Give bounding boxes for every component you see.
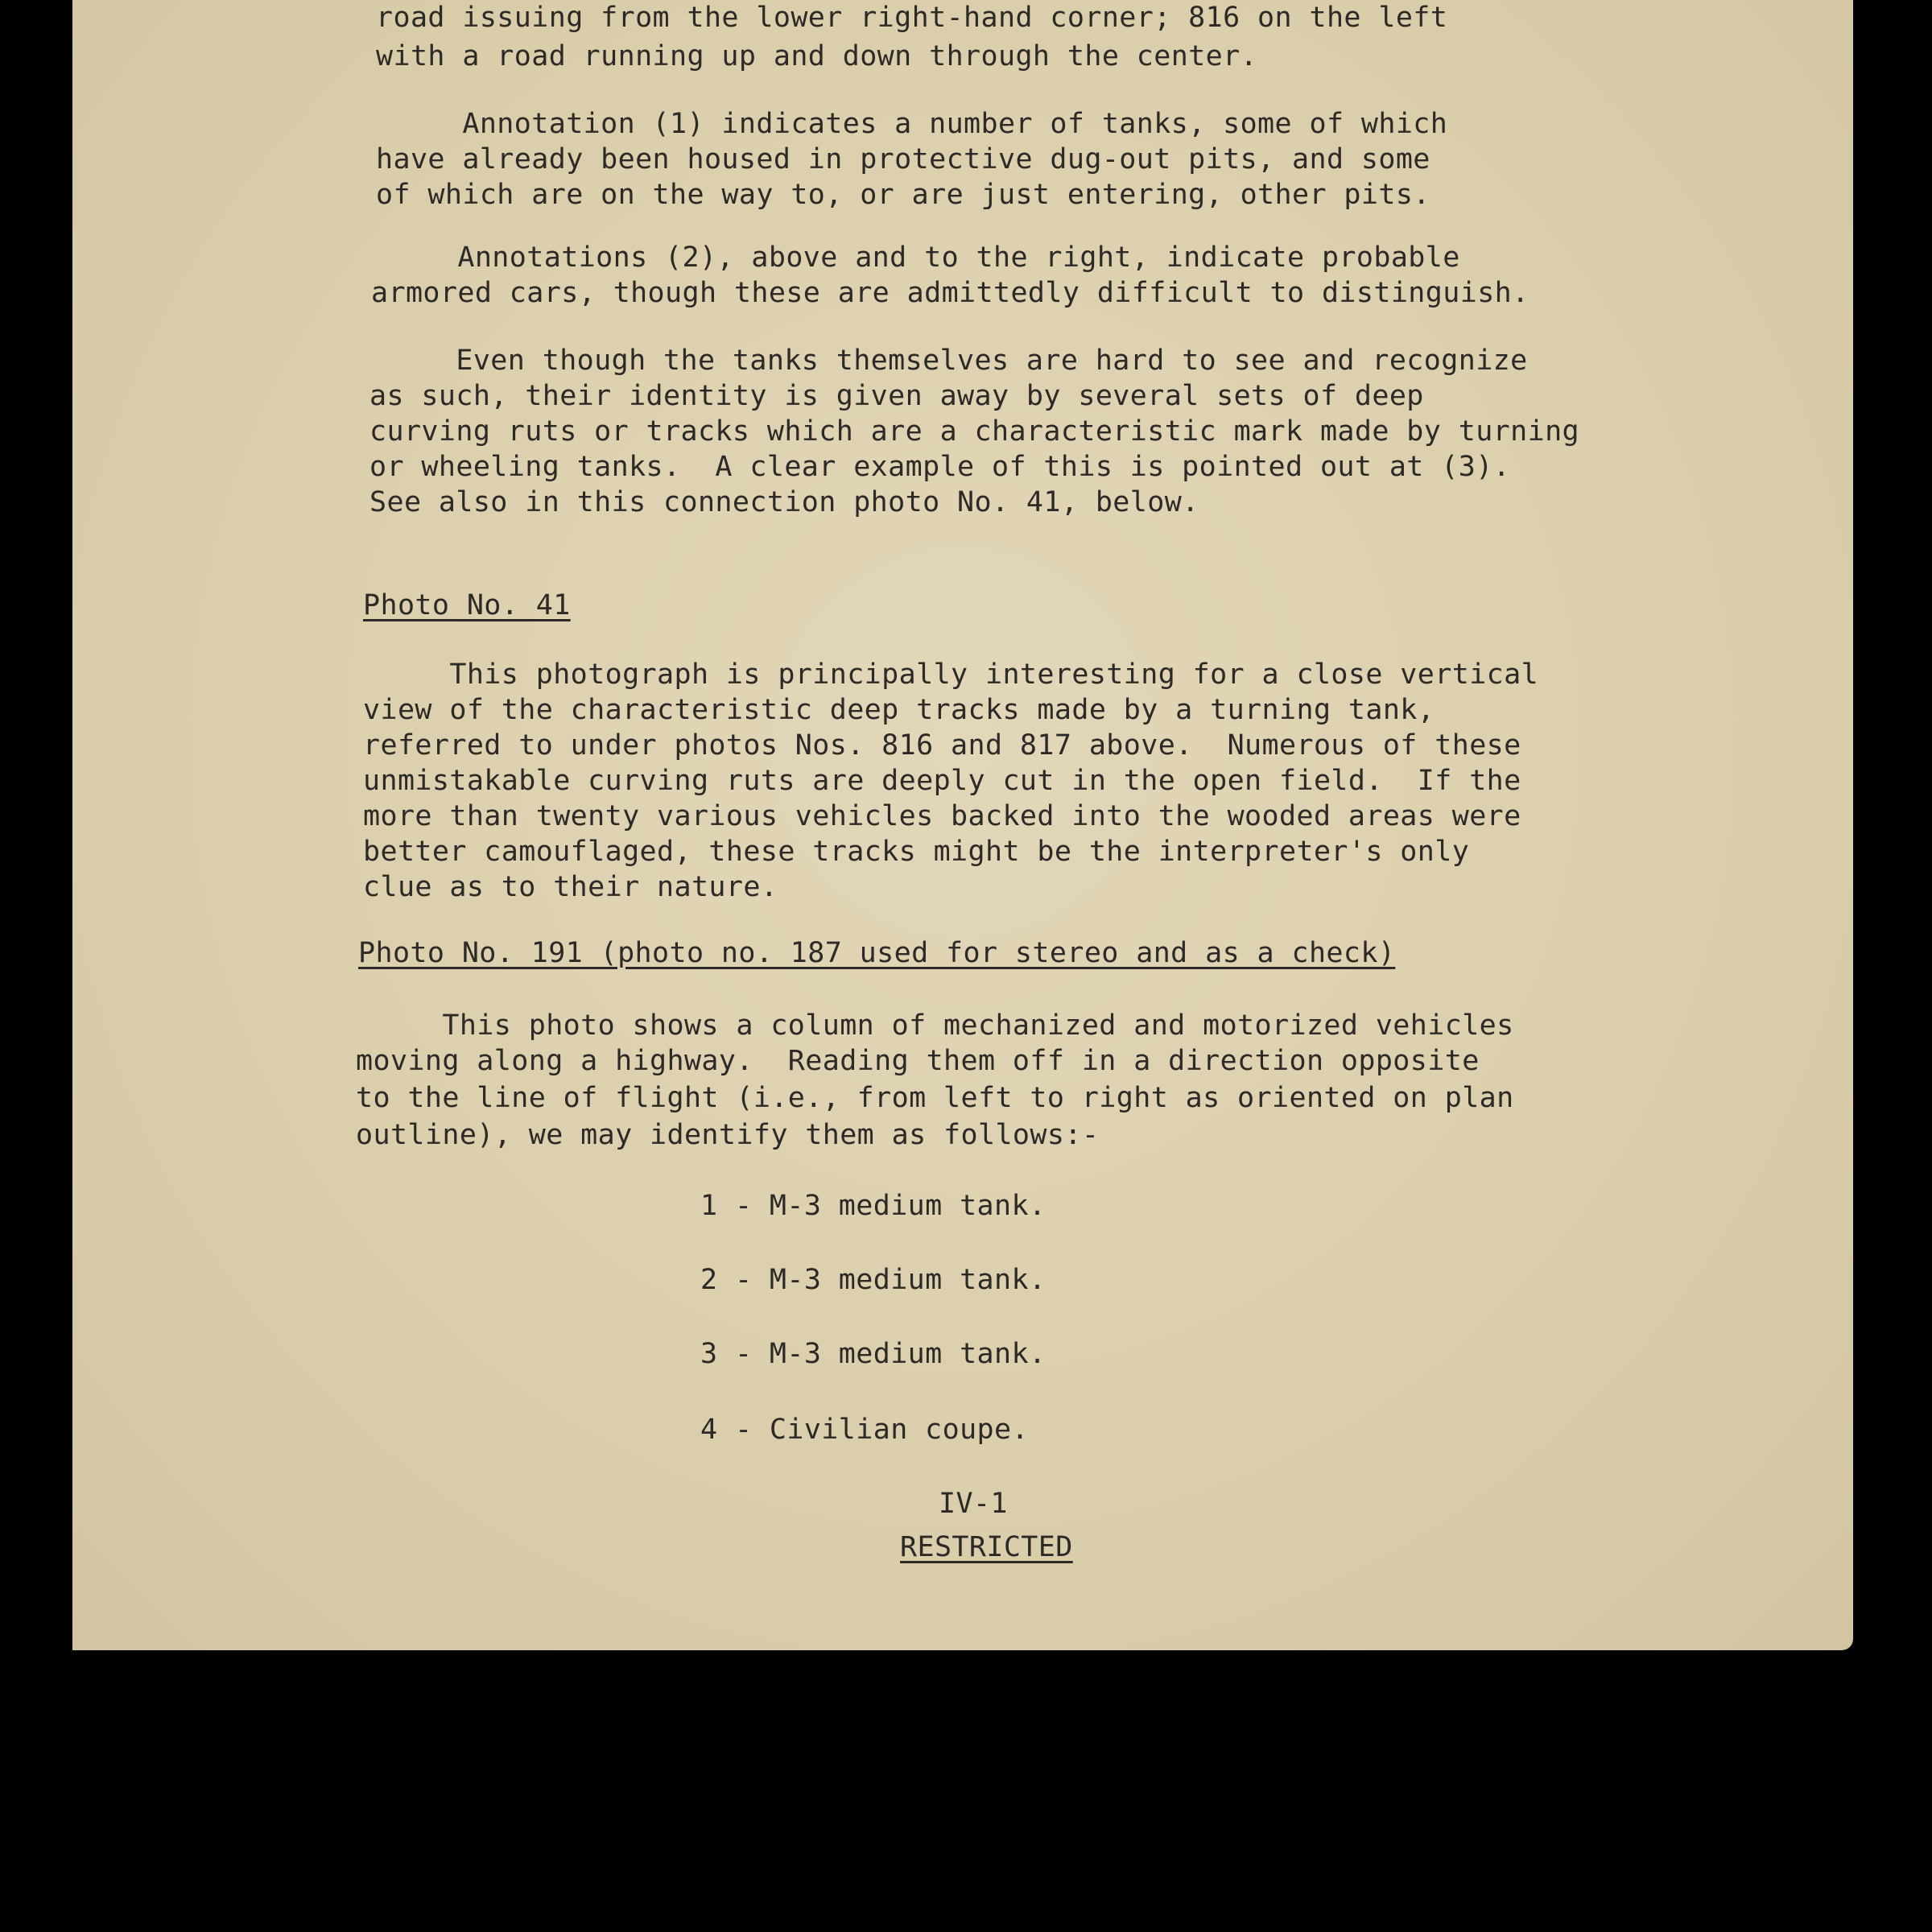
- body-line: as such, their identity is given away by several sets of deep: [369, 380, 1424, 412]
- body-line: This photograph is principally interesting for a close vertical: [363, 658, 1539, 691]
- body-line: Even though the tanks themselves are hard to see and recognize: [369, 345, 1528, 377]
- body-line: have already been housed in protective dug-out pits, and some: [376, 143, 1430, 175]
- body-line: more than twenty various vehicles backed into the wooded areas were: [363, 800, 1521, 832]
- body-line: See also in this connection photo No. 41, below.: [369, 486, 1199, 518]
- body-line: to the line of flight (i.e., from left to right as oriented on plan: [356, 1082, 1514, 1114]
- body-line: armored cars, though these are admittedly difficult to distinguish.: [371, 277, 1530, 309]
- body-line: better camouflaged, these tracks might be the interpreter's only: [363, 836, 1470, 868]
- body-line: Annotations (2), above and to the right, indicate probable: [371, 242, 1460, 274]
- body-line: referred to under photos Nos. 816 and 817 above. Numerous of these: [363, 729, 1521, 762]
- body-line: clue as to their nature.: [363, 871, 778, 903]
- body-line: moving along a highway. Reading them off in a direction opposite: [356, 1045, 1480, 1077]
- body-line: unmistakable curving ruts are deeply cut in the open field. If the: [363, 765, 1521, 797]
- page-number: IV-1: [939, 1488, 1008, 1520]
- list-item: 4 - Civilian coupe.: [700, 1414, 1029, 1446]
- classification-marking: RESTRICTED: [900, 1531, 1073, 1563]
- body-line: curving ruts or tracks which are a characteristic mark made by turning: [369, 415, 1580, 448]
- body-line: with a road running up and down through the center.: [376, 40, 1258, 72]
- section-heading-photo-191: Photo No. 191 (photo no. 187 used for stereo and as a check): [358, 937, 1396, 969]
- body-line: or wheeling tanks. A clear example of this is pointed out at (3).: [369, 451, 1511, 483]
- body-line: of which are on the way to, or are just entering, other pits.: [376, 179, 1430, 211]
- body-line: outline), we may identify them as follows:-: [356, 1119, 1100, 1151]
- section-heading-photo-41: Photo No. 41: [363, 589, 571, 621]
- document-page: [72, 0, 1853, 1650]
- body-line: view of the characteristic deep tracks made by a turning tank,: [363, 694, 1435, 726]
- list-item: 3 - M-3 medium tank.: [700, 1338, 1046, 1370]
- body-line: road issuing from the lower right-hand corner; 816 on the left: [376, 2, 1448, 34]
- body-line: This photo shows a column of mechanized and motorized vehicles: [356, 1009, 1514, 1042]
- body-line: Annotation (1) indicates a number of tanks, some of which: [376, 108, 1448, 140]
- list-item: 1 - M-3 medium tank.: [700, 1190, 1046, 1222]
- list-item: 2 - M-3 medium tank.: [700, 1264, 1046, 1296]
